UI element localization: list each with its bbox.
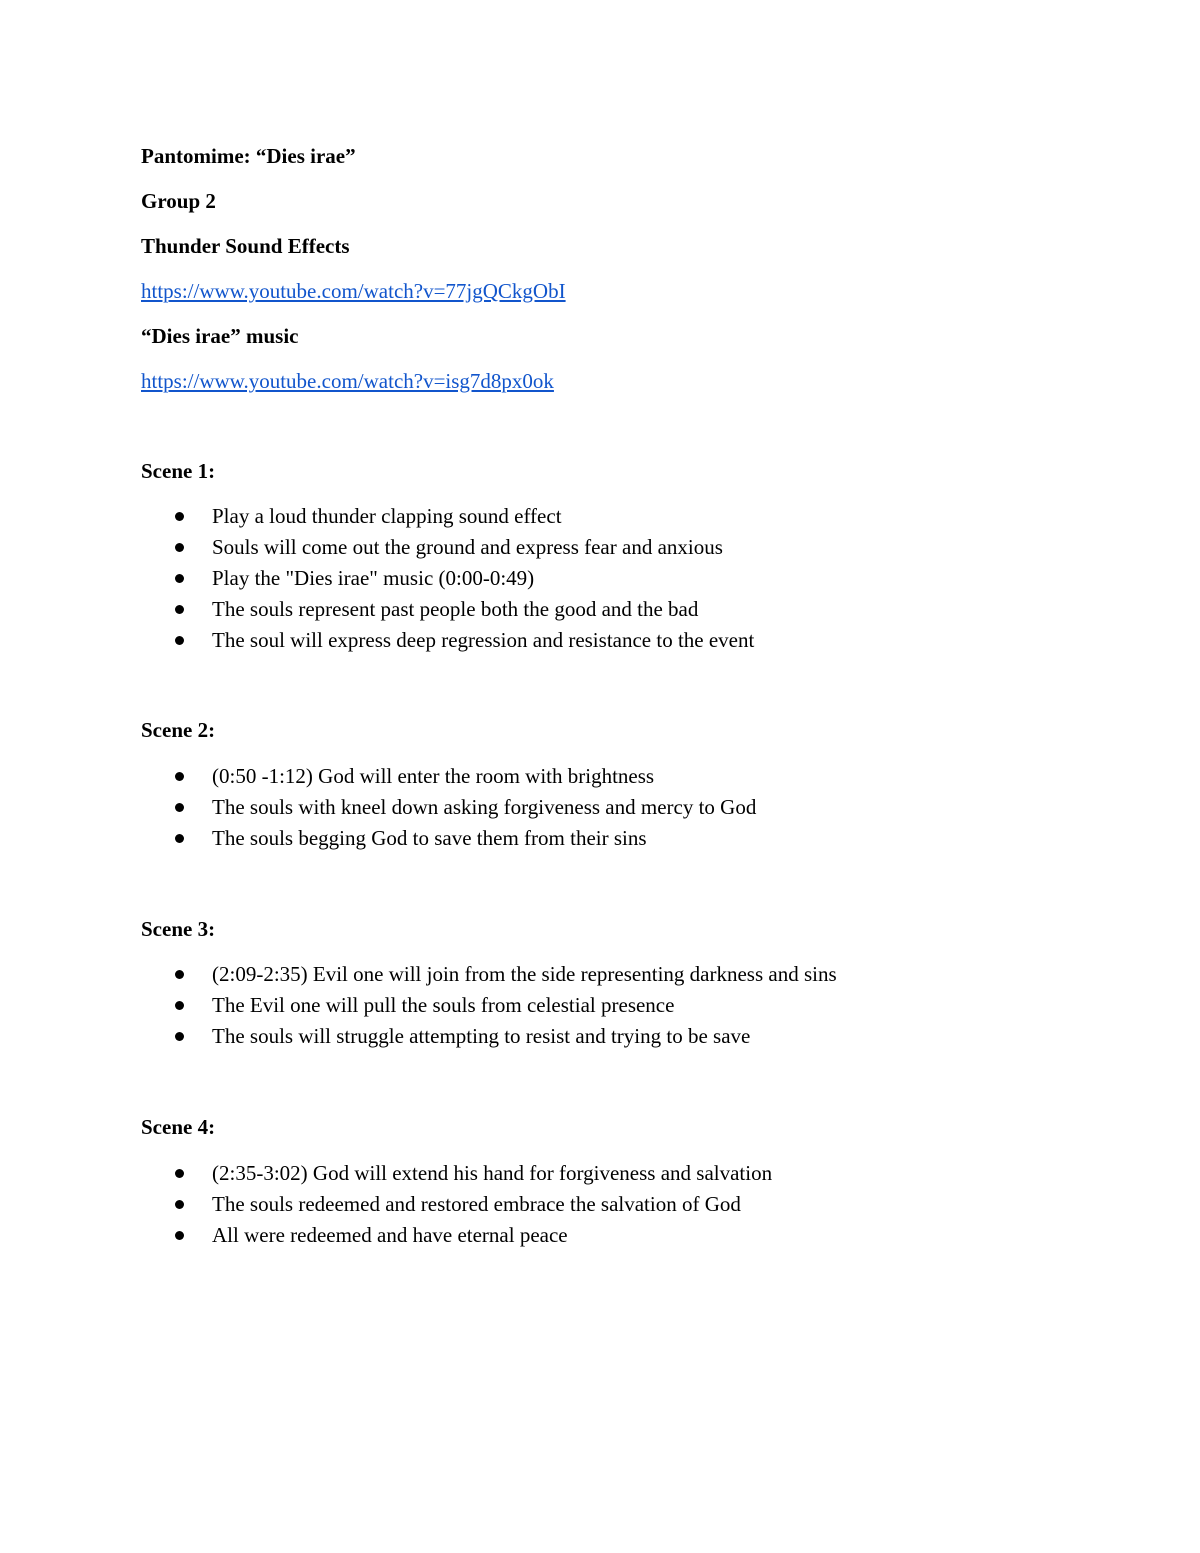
list-item xyxy=(141,1023,837,1054)
list-item xyxy=(141,992,837,1023)
bullet-icon xyxy=(175,772,184,781)
scene-2-list xyxy=(141,763,756,856)
bullet-icon xyxy=(175,543,184,552)
list-item-text: The souls begging God to save them from their sins xyxy=(212,826,647,850)
music-heading: “Dies irae” music xyxy=(141,324,299,348)
bullet-icon xyxy=(175,605,184,614)
list-item-text: Play a loud thunder clapping sound effect xyxy=(212,504,562,528)
bullet-icon xyxy=(175,970,184,979)
list-item-text: Play the "Dies irae" music (0:00-0:49) xyxy=(212,566,535,590)
list-item xyxy=(141,1160,772,1191)
scene-4-heading: Scene 4: xyxy=(141,1115,216,1139)
scene-4-list xyxy=(141,1160,772,1253)
list-item xyxy=(141,763,756,794)
document-title: Pantomime: “Dies irae” xyxy=(141,144,356,168)
scene-3-heading: Scene 3: xyxy=(141,917,216,941)
list-item-text: (2:35-3:02) God will extend his hand for forgiveness and salvation xyxy=(212,1161,773,1185)
list-item-text: The Evil one will pull the souls from celestial presence xyxy=(212,993,675,1017)
bullet-icon xyxy=(175,803,184,812)
list-item xyxy=(141,825,756,856)
bullet-icon xyxy=(175,1032,184,1041)
list-item-text: (0:50 -1:12) God will enter the room with brightness xyxy=(212,764,655,788)
list-item-text: The souls represent past people both the good and the bad xyxy=(212,597,699,621)
list-item xyxy=(141,534,754,565)
list-item xyxy=(141,503,754,534)
list-item xyxy=(141,794,756,825)
thunder-heading: Thunder Sound Effects xyxy=(141,234,350,258)
scene-2-heading: Scene 2: xyxy=(141,718,216,742)
list-item xyxy=(141,961,837,992)
bullet-icon xyxy=(175,1231,184,1240)
list-item xyxy=(141,1191,772,1222)
thunder-link[interactable]: https://www.youtube.com/watch?v=77jgQCkgObI xyxy=(141,279,566,303)
scene-3-list xyxy=(141,961,837,1054)
list-item-text: All were redeemed and have eternal peace xyxy=(212,1223,568,1247)
bullet-icon xyxy=(175,636,184,645)
list-item xyxy=(141,596,754,627)
list-item-text: The souls will struggle attempting to resist and trying to be save xyxy=(212,1024,751,1048)
bullet-icon xyxy=(175,1200,184,1209)
list-item-text: The soul will express deep regression and resistance to the event xyxy=(212,628,755,652)
scene-1-heading: Scene 1: xyxy=(141,459,216,483)
bullet-icon xyxy=(175,574,184,583)
bullet-icon xyxy=(175,512,184,521)
bullet-icon xyxy=(175,834,184,843)
list-item-text: The souls redeemed and restored embrace the salvation of God xyxy=(212,1192,741,1216)
list-item-text: Souls will come out the ground and express fear and anxious xyxy=(212,535,723,559)
bullet-icon xyxy=(175,1001,184,1010)
list-item-text: The souls with kneel down asking forgiveness and mercy to God xyxy=(212,795,757,819)
music-link[interactable]: https://www.youtube.com/watch?v=isg7d8px0ok xyxy=(141,369,554,393)
list-item xyxy=(141,1222,772,1253)
bullet-icon xyxy=(175,1169,184,1178)
list-item xyxy=(141,565,754,596)
group-label: Group 2 xyxy=(141,189,216,213)
list-item-text: (2:09-2:35) Evil one will join from the side representing darkness and sins xyxy=(212,962,837,986)
list-item xyxy=(141,627,754,658)
scene-1-list xyxy=(141,503,754,658)
